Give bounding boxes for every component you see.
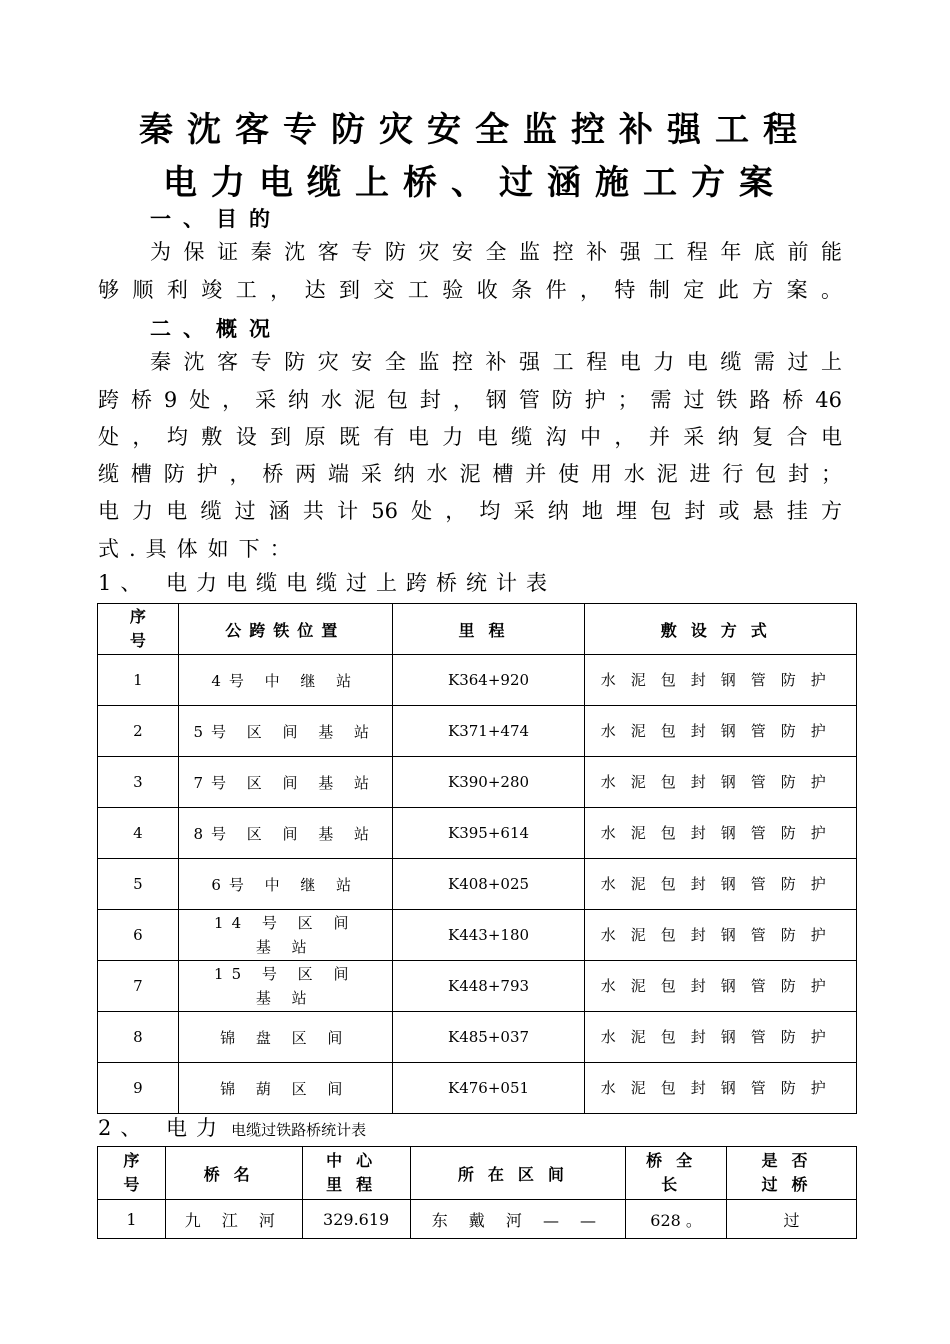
table-header-row [98,1147,857,1200]
row-no: 2 [98,706,179,757]
row-mileage: K390+280 [392,757,585,808]
row-location: 14 号 区 间 基 站 [178,910,392,961]
table-row [98,757,857,808]
header-section: 所在区间 [410,1147,626,1200]
row-location: 15 号 区 间 基 站 [178,961,392,1012]
section2-para-line: 式.具体如下： [98,537,301,561]
section1-heading: 一、目的 [150,206,282,231]
section2-para-line: 电力电缆过涵共计56处，均采纳地埋包封或悬挂方 [98,499,842,523]
document-title-line2: 电力电缆上桥、过涵施工方案 [163,163,787,203]
row-mileage: K408+025 [392,859,585,910]
overbridge-table [97,603,857,1114]
row-mileage: K485+037 [392,1012,585,1063]
row-no: 1 [98,1200,166,1239]
row-method: 水泥包封钢管防护 [585,1012,857,1063]
row-mileage: K476+051 [392,1063,585,1114]
row-method: 水泥包封钢管防护 [585,757,857,808]
table-row [98,910,857,961]
section2-para-line: 缆槽防护，桥两端采纳水泥槽并使用水泥进行包封； [98,462,842,486]
row-mileage: K364+920 [392,655,585,706]
row-center-mileage: 329.619 [302,1200,410,1239]
table-header-row [98,604,857,655]
section2-para-line: 处，均敷设到原既有电力电缆沟中，并采纳复合电 [98,425,842,449]
table-row [98,655,857,706]
header-no: 序号 [98,604,179,655]
row-method: 水泥包封钢管防护 [585,808,857,859]
header-center-mileage: 中心里程 [302,1147,410,1200]
table-row [98,1063,857,1114]
row-no: 8 [98,1012,179,1063]
row-method: 水泥包封钢管防护 [585,910,857,961]
row-location: 6号 中 继 站 [178,859,392,910]
table2-caption-suffix: 电缆过铁路桥统计表 [231,1121,367,1139]
row-length: 628 。 [626,1200,727,1239]
row-method: 水泥包封钢管防护 [585,706,857,757]
row-section: 东 戴 河 — — [410,1200,626,1239]
row-mileage: K443+180 [392,910,585,961]
row-location: 4号 中 继 站 [178,655,392,706]
header-method: 敷设方式 [585,604,857,655]
row-location: 锦 葫 区 间 [178,1063,392,1114]
railway-bridge-table [97,1146,857,1239]
row-bridge: 九 江 河 [165,1200,302,1239]
row-method: 水泥包封钢管防护 [585,1063,857,1114]
row-no: 3 [98,757,179,808]
table-row [98,859,857,910]
row-no: 4 [98,808,179,859]
header-mileage: 里程 [392,604,585,655]
row-mileage: K395+614 [392,808,585,859]
row-location: 锦 盘 区 间 [178,1012,392,1063]
row-location: 8号 区 间 基 站 [178,808,392,859]
row-no: 9 [98,1063,179,1114]
row-mileage: K371+474 [392,706,585,757]
header-cross: 是否过桥 [727,1147,857,1200]
document-title-line1: 秦沈客专防灾安全监控补强工程 [139,110,811,150]
header-length: 桥全长 [626,1147,727,1200]
row-no: 7 [98,961,179,1012]
table2-caption [98,1112,366,1142]
row-no: 1 [98,655,179,706]
row-no: 6 [98,910,179,961]
row-no: 5 [98,859,179,910]
section2-para-line: 秦沈客专防灾安全监控补强工程电力电缆需过上 [150,350,842,374]
section2-para-line: 跨桥9处，采纳水泥包封，钢管防护；需过铁路桥46 [98,388,842,412]
row-method: 水泥包封钢管防护 [585,961,857,1012]
table2-caption-prefix: 2、 电力 [98,1116,227,1140]
table-row [98,706,857,757]
row-mileage: K448+793 [392,961,585,1012]
header-no: 序号 [98,1147,166,1200]
section1-para-line2: 够顺利竣工，达到交工验收条件，特制定此方案。 [98,278,842,302]
row-cross: 过 [727,1200,857,1239]
section2-heading: 二、概况 [150,316,282,341]
table-row [98,808,857,859]
table-row [98,1200,857,1239]
row-location: 5号 区 间 基 站 [178,706,392,757]
table-row [98,961,857,1012]
row-location: 7号 区 间 基 站 [178,757,392,808]
table-row [98,1012,857,1063]
section1-para-line1: 为保证秦沈客专防灾安全监控补强工程年底前能 [150,240,842,264]
table1-caption: 1、 电力电缆电缆过上跨桥统计表 [98,571,557,595]
row-method: 水泥包封钢管防护 [585,655,857,706]
header-bridge: 桥名 [165,1147,302,1200]
row-method: 水泥包封钢管防护 [585,859,857,910]
header-location: 公跨铁位置 [178,604,392,655]
